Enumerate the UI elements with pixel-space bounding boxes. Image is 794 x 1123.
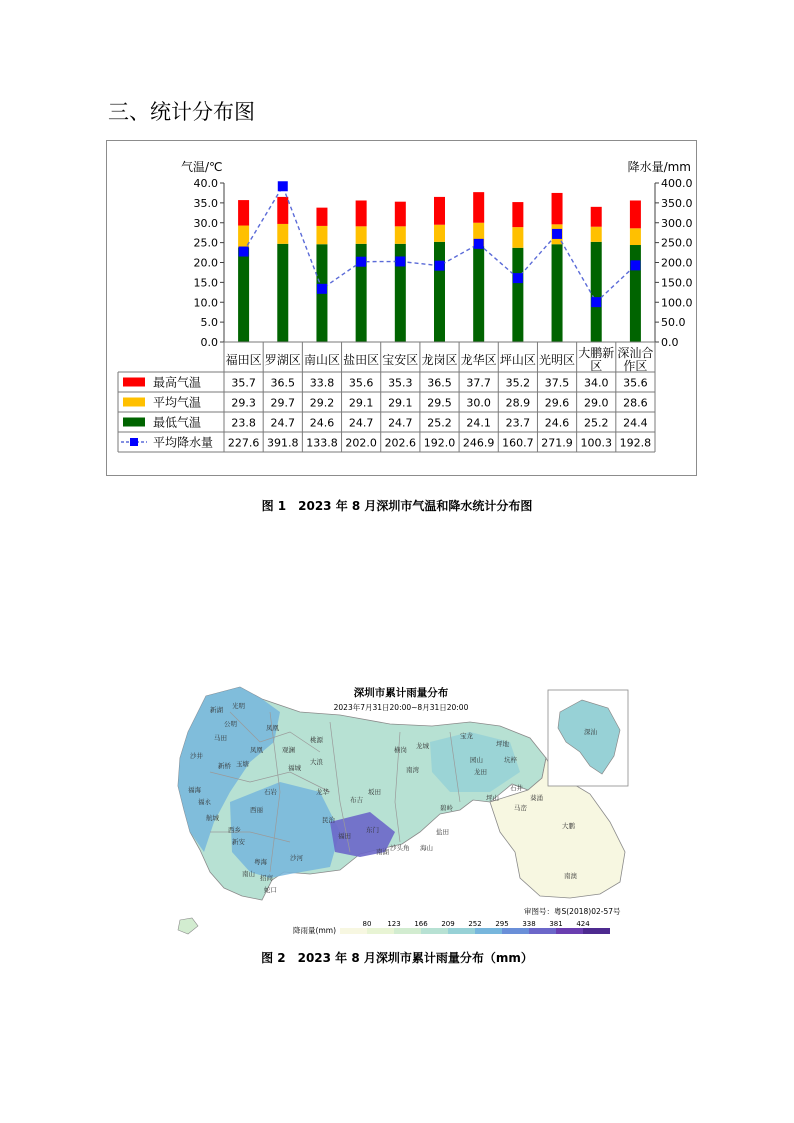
legend-title: 降雨量(mm) — [293, 926, 336, 935]
table-cell: 23.7 — [505, 416, 531, 430]
map-place-label: 龙田 — [474, 768, 487, 776]
table-cell: 227.6 — [227, 436, 260, 450]
map-place-label: 横岗 — [394, 746, 407, 754]
rain-point — [435, 261, 445, 271]
map-subtitle: 2023年7月31日20:00~8月31日20:00 — [333, 703, 469, 712]
legend-value: 252 — [468, 920, 482, 928]
legend-color-cell — [502, 928, 529, 934]
table-cell: 29.2 — [309, 396, 335, 410]
category-label: 南山区 — [303, 353, 340, 367]
table-cell: 271.9 — [541, 436, 573, 450]
category-label: 福田区 — [225, 353, 262, 367]
y-right-tick-label: 350.0 — [661, 196, 693, 210]
table-cell: 202.0 — [345, 436, 377, 450]
bar-max-temp — [395, 202, 406, 227]
y-right-tick-label: 300.0 — [661, 216, 693, 230]
legend-value: 424 — [576, 920, 590, 928]
table-cell: 36.5 — [270, 376, 296, 390]
map-place-label: 招商 — [260, 874, 273, 882]
map-place-label: 南山 — [242, 870, 255, 878]
map-place-label: 凤凰 — [250, 746, 263, 754]
bar-max-temp — [552, 193, 563, 224]
table-cell: 29.3 — [231, 396, 256, 410]
category-label: 坪山区 — [499, 353, 536, 367]
bar-max-temp — [591, 207, 602, 227]
legend-swatch-marker — [130, 438, 138, 446]
bar-min-temp — [552, 244, 563, 342]
y-left-tick-label: 25.0 — [193, 236, 218, 250]
map-place-label: 西乡 — [228, 826, 241, 834]
table-cell: 29.1 — [388, 396, 413, 410]
bar-avg-temp — [512, 227, 523, 248]
map-place-label: 玉塘 — [236, 760, 249, 768]
map-place-label: 坪山 — [486, 794, 499, 802]
category-label: 宝安区 — [382, 353, 419, 367]
legend-label: 平均气温 — [153, 395, 202, 410]
rain-point — [474, 239, 484, 249]
legend-color-cell — [475, 928, 502, 934]
y-right-tick-label: 250.0 — [661, 236, 693, 250]
table-cell: 24.7 — [388, 416, 413, 430]
legend-value: 80 — [362, 920, 372, 928]
bar-avg-temp — [395, 226, 406, 243]
table-cell: 202.6 — [384, 436, 417, 450]
legend-color-cell — [340, 928, 367, 934]
table-cell: 29.1 — [348, 396, 374, 410]
map-place-label: 南湖 — [376, 848, 389, 856]
rain-point — [278, 181, 288, 191]
table-cell: 35.6 — [348, 376, 374, 390]
legend-value: 209 — [441, 920, 455, 928]
bar-avg-temp — [316, 226, 327, 244]
bar-avg-temp — [277, 224, 288, 244]
y-left-tick-label: 40.0 — [193, 177, 218, 190]
rain-point — [317, 284, 327, 294]
y-right-tick-label: 200.0 — [661, 256, 693, 270]
y-left-tick-label: 35.0 — [193, 196, 218, 210]
map-place-label: 新安 — [232, 838, 245, 846]
section-title: 三、统计分布图 — [108, 100, 255, 124]
map-place-label: 观澜 — [282, 746, 295, 754]
bar-max-temp — [473, 192, 484, 223]
y-left-tick-label: 0.0 — [200, 336, 218, 349]
table-cell: 35.7 — [231, 376, 256, 390]
category-label: 大鹏新 — [578, 346, 615, 360]
rain-point — [630, 260, 640, 270]
table-cell: 24.6 — [309, 416, 335, 430]
legend-swatch — [123, 418, 145, 427]
map-place-label: 桃源 — [310, 736, 323, 744]
bar-avg-temp — [591, 227, 602, 242]
legend-color-cell — [421, 928, 448, 934]
table-cell: 25.2 — [583, 416, 609, 430]
rain-point — [239, 247, 249, 257]
map-place-label: 碧岭 — [440, 804, 453, 812]
map-place-label: 马田 — [214, 734, 227, 742]
map-place-label: 马峦 — [514, 804, 527, 812]
table-cell: 246.9 — [462, 436, 495, 450]
y-right-tick-label: 400.0 — [661, 177, 693, 190]
table-cell: 37.7 — [466, 376, 491, 390]
map-place-label: 海山 — [420, 844, 433, 852]
map-place-label: 民治 — [322, 816, 335, 824]
legend-color-cell — [529, 928, 556, 934]
category-label: 罗湖区 — [264, 353, 301, 367]
category-label: 龙岗区 — [421, 353, 458, 367]
table-cell: 29.6 — [544, 396, 570, 410]
legend-label: 最高气温 — [153, 375, 202, 390]
y-right-tick-label: 50.0 — [661, 316, 686, 330]
map-place-label: 大鹏 — [562, 822, 575, 830]
map-place-label: 盐田 — [436, 828, 449, 836]
legend-color-cell — [367, 928, 394, 934]
bar-avg-temp — [630, 228, 641, 245]
table-cell: 192.0 — [423, 436, 456, 450]
table-cell: 391.8 — [267, 436, 299, 450]
map-place-label: 凤凰 — [266, 724, 279, 732]
bar-min-temp — [277, 244, 288, 342]
y-left-tick-label: 30.0 — [193, 216, 218, 230]
rain-point — [356, 257, 366, 267]
legend-swatch — [123, 398, 145, 407]
rain-point — [591, 297, 601, 307]
category-label: 区 — [590, 359, 603, 373]
legend-color-cell — [448, 928, 475, 934]
y-right-tick-label: 100.0 — [661, 296, 693, 310]
table-cell: 28.9 — [505, 396, 531, 410]
table-cell: 24.7 — [348, 416, 374, 430]
map-place-label: 福田 — [338, 832, 351, 840]
table-cell: 23.8 — [231, 416, 256, 430]
table-cell: 24.6 — [544, 416, 570, 430]
map-place-label: 龙华 — [316, 788, 329, 796]
legend-color-cell — [556, 928, 583, 934]
map-place-label: 福海 — [188, 786, 201, 794]
bar-min-temp — [512, 248, 523, 342]
table-cell: 37.5 — [544, 376, 570, 390]
map-place-label: 宝龙 — [460, 732, 473, 740]
bar-min-temp — [473, 246, 484, 342]
y-right-tick-label: 0.0 — [661, 336, 679, 349]
island — [178, 918, 198, 934]
table-cell: 35.6 — [623, 376, 648, 390]
figure-2-caption: 图 2 2023 年 8 月深圳市累计雨量分布（mm） — [261, 951, 533, 965]
table-cell: 100.3 — [580, 436, 612, 450]
figure-1-caption: 图 1 2023 年 8 月深圳市气温和降水统计分布图 — [261, 499, 533, 513]
y-left-tick-label: 15.0 — [193, 276, 218, 290]
rain-point — [395, 256, 405, 266]
category-label: 光明区 — [539, 353, 576, 367]
map-place-label: 龙城 — [416, 742, 429, 750]
bar-min-temp — [591, 242, 602, 342]
bar-max-temp — [512, 202, 523, 227]
map-place-label: 南湾 — [406, 766, 419, 774]
legend-value: 338 — [522, 920, 536, 928]
map-place-label: 沙河 — [290, 854, 303, 862]
table-cell: 160.7 — [502, 436, 534, 450]
table-cell: 34.0 — [583, 376, 609, 390]
bar-max-temp — [356, 200, 367, 226]
category-label: 盐田区 — [343, 353, 380, 367]
map-place-label: 沙头角 — [390, 844, 410, 852]
legend-label: 平均降水量 — [153, 435, 214, 450]
table-cell: 25.2 — [427, 416, 452, 430]
legend-value: 123 — [387, 920, 401, 928]
map-place-label: 深汕 — [584, 728, 597, 736]
map-place-label: 大浪 — [310, 758, 323, 766]
bar-max-temp — [630, 200, 641, 228]
bar-avg-temp — [356, 226, 367, 243]
table-cell: 24.4 — [623, 416, 648, 430]
map-place-label: 石岩 — [264, 788, 277, 796]
bar-max-temp — [277, 197, 288, 224]
table-cell: 29.7 — [270, 396, 296, 410]
legend-label: 最低气温 — [153, 415, 202, 430]
table-cell: 192.8 — [619, 436, 652, 450]
map-place-label: 新桥 — [218, 762, 231, 770]
map-title: 深圳市累计雨量分布 — [353, 687, 449, 699]
category-label: 深汕合 — [617, 346, 654, 360]
y-left-tick-label: 5.0 — [200, 316, 218, 330]
temperature-rain-chart — [106, 140, 697, 476]
map-place-label: 福永 — [198, 798, 211, 806]
bar-max-temp — [434, 197, 445, 225]
legend-swatch — [123, 378, 145, 387]
bar-max-temp — [316, 208, 327, 226]
bar-avg-temp — [434, 225, 445, 242]
y-right-label: 降水量/mm — [627, 160, 691, 174]
map-place-label: 石井 — [510, 784, 523, 792]
table-cell: 35.3 — [388, 376, 413, 390]
map-place-label: 东门 — [366, 826, 379, 834]
table-cell: 28.6 — [623, 396, 648, 410]
table-cell: 36.5 — [427, 376, 452, 390]
table-cell: 29.5 — [427, 396, 452, 410]
map-place-label: 园山 — [470, 756, 483, 764]
y-left-tick-label: 10.0 — [193, 296, 218, 310]
map-place-label: 新湖 — [210, 706, 223, 714]
map-approval: 审图号：粤S(2018)02-57号 — [524, 907, 621, 916]
map-place-label: 光明 — [232, 702, 245, 710]
map-place-label: 粤海 — [254, 858, 267, 866]
map-place-label: 坂田 — [368, 788, 381, 796]
rainfall-map — [170, 682, 632, 940]
table-cell: 133.8 — [306, 436, 338, 450]
bar-min-temp — [434, 242, 445, 342]
map-place-label: 蛇口 — [264, 886, 277, 894]
legend-color-cell — [583, 928, 610, 934]
y-left-tick-label: 20.0 — [193, 256, 218, 270]
legend-color-cell — [394, 928, 421, 934]
y-right-tick-label: 150.0 — [661, 276, 693, 290]
table-cell: 29.0 — [583, 396, 609, 410]
bar-min-temp — [630, 245, 641, 342]
map-place-label: 沙井 — [190, 752, 203, 760]
y-left-label: 气温/℃ — [181, 160, 223, 174]
legend-value: 381 — [549, 920, 563, 928]
table-cell: 35.2 — [505, 376, 531, 390]
map-place-label: 葵涌 — [530, 794, 543, 802]
map-place-label: 坑梓 — [504, 756, 517, 764]
rain-point — [513, 273, 523, 283]
bar-min-temp — [238, 247, 249, 342]
map-place-label: 福城 — [288, 764, 301, 772]
category-label: 作区 — [623, 359, 648, 373]
legend-value: 166 — [414, 920, 428, 928]
map-place-label: 公明 — [224, 720, 237, 728]
table-cell: 33.8 — [309, 376, 335, 390]
map-place-label: 西丽 — [250, 806, 263, 814]
table-cell: 24.7 — [270, 416, 296, 430]
map-place-label: 坪地 — [496, 740, 509, 748]
map-place-label: 航城 — [206, 814, 219, 822]
category-label: 龙华区 — [460, 353, 497, 367]
bar-max-temp — [238, 200, 249, 225]
map-place-label: 布吉 — [350, 796, 363, 804]
table-cell: 30.0 — [466, 396, 491, 410]
table-cell: 24.1 — [466, 416, 491, 430]
map-place-label: 南澳 — [564, 872, 577, 880]
legend-value: 295 — [495, 920, 509, 928]
rain-point — [552, 229, 562, 239]
